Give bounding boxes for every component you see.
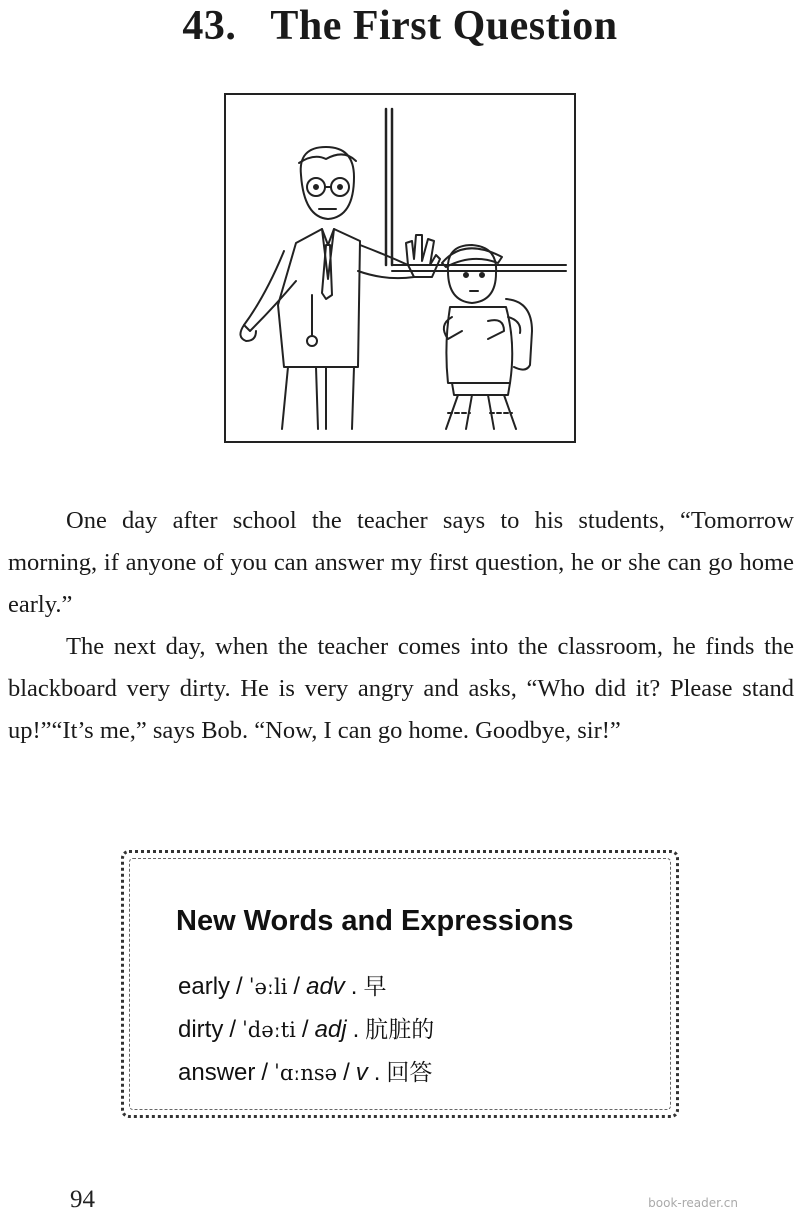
vocab-word: dirty: [178, 1016, 224, 1043]
vocabulary-item: dirty / ˈdəːti / adj . 肮脏的: [178, 1016, 435, 1043]
lesson-illustration: [224, 93, 576, 443]
vocab-meaning: 早: [363, 974, 387, 1000]
story-text: [8, 500, 794, 752]
vocab-meaning: 肮脏的: [365, 1017, 435, 1043]
story-paragraph: One day after school the teacher says to his students, “Tomorrow morning, if anyone of you can answer my first question, he or she can go home early.”: [8, 507, 794, 618]
vocab-part-of-speech: adv: [306, 973, 345, 1000]
vocab-meaning: 回答: [386, 1060, 433, 1086]
lesson-title-text: The First Question: [270, 3, 618, 49]
vocab-part-of-speech: v: [355, 1059, 368, 1086]
vocabulary-list: [178, 968, 434, 1097]
vocab-phonetic: ˈəːli: [248, 975, 288, 999]
vocabulary-item: early / ˈəːli / adv . 早: [178, 973, 387, 1000]
vocabulary-box: [121, 850, 679, 1118]
vocab-word: early: [178, 973, 231, 1000]
vocab-word: answer: [178, 1059, 256, 1086]
lesson-title: [0, 2, 800, 50]
lesson-number: 43.: [182, 3, 237, 49]
vocab-phonetic: ˈɑːnsə: [274, 1061, 338, 1085]
story-paragraph: The next day, when the teacher comes into the classroom, he finds the blackboard very dirty. He is very angry and asks, “Who did it? Please stand up!”“It’s me,” says Bob. “Now, I can go home. Goodbye, sir!”: [8, 633, 794, 744]
vocabulary-title: New Words and Expressions: [176, 905, 574, 937]
vocabulary-item: answer / ˈɑːnsə / v . 回答: [178, 1059, 433, 1086]
watermark: book-reader.cn: [648, 1196, 738, 1210]
vocab-part-of-speech: adj: [314, 1016, 347, 1043]
vocab-phonetic: ˈdəːti: [242, 1018, 296, 1042]
page-number: 94: [70, 1186, 95, 1213]
